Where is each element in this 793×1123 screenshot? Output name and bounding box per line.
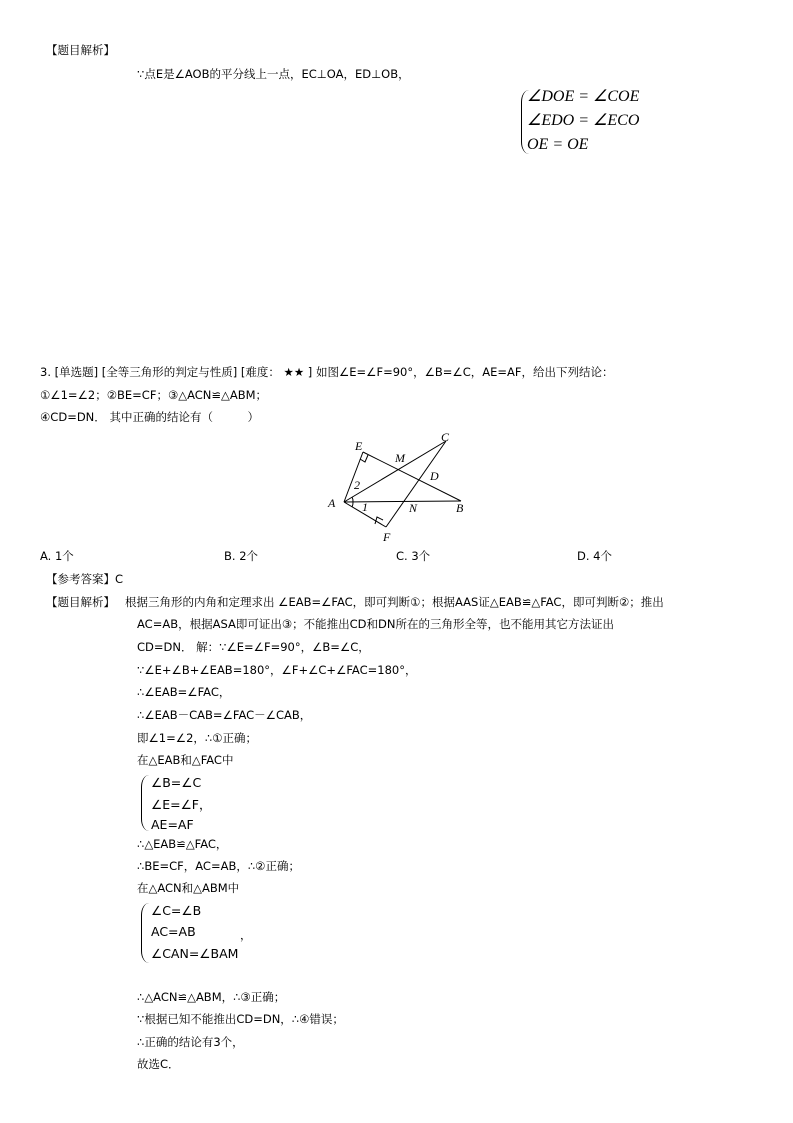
equation-line: OE = OE	[527, 136, 589, 153]
option-d: D. 4个	[577, 549, 612, 563]
analysis-line: AC=AB，根据ASA即可证出③；不能推出CD和DN所在的三角形全等，也不能用其它方法证出	[137, 617, 614, 631]
analysis-heading-1: 【题目解析】	[46, 43, 115, 57]
label-angle-2: 2	[354, 478, 360, 492]
analysis-line: 即∠1=∠2，∴①正确；	[137, 731, 258, 745]
equation-line: ∠EDO = ∠ECO	[527, 112, 640, 129]
analysis-line: ∴△EAB≌△FAC，	[137, 837, 228, 851]
label-N: N	[409, 501, 418, 515]
analysis-line: 在△ACN和△ABM中	[137, 881, 240, 895]
analysis-line: ∴∠EAB－CAB=∠FAC－∠CAB，	[137, 708, 312, 722]
equation-line: ∠DOE = ∠COE	[527, 88, 640, 105]
analysis-text: 根据三角形的内角和定理求出 ∠EAB=∠FAC，即可判断①；根据AAS证△EAB≌△FAC，即可判断②；推出	[125, 595, 664, 609]
reference-answer: 【参考答案】C	[46, 572, 124, 586]
label-F: F	[383, 530, 391, 544]
option-c: C. 3个	[396, 549, 431, 563]
option-a: A. 1个	[40, 549, 74, 563]
question-prompt: ④CD=DN． 其中正确的结论有（ ）	[40, 410, 259, 424]
label-E: E	[355, 439, 363, 453]
analysis-line: ∵根据已知不能推出CD=DN，∴④错误；	[137, 1012, 344, 1026]
brace	[141, 775, 150, 831]
analysis-line: 故选C．	[137, 1057, 180, 1071]
analysis-line: CD=DN． 解：∵∠E=∠F=90°，∠B=∠C，	[137, 640, 370, 654]
analysis-line: ∴∠EAB=∠FAC，	[137, 685, 231, 699]
equation-line: AC=AB	[151, 924, 196, 939]
analysis-line: ∴BE=CF，AC=AB，∴②正确；	[137, 859, 300, 873]
equation-line: ∠CAN=∠BAM	[151, 946, 239, 961]
angle-mark-1	[352, 502, 353, 507]
label-B: B	[456, 501, 464, 515]
equation-line: ∠C=∠B	[151, 903, 202, 918]
analysis-line: ∴△ACN≌△ABM，∴③正确；	[137, 990, 286, 1004]
geometry-figure	[325, 425, 475, 545]
analysis-line: 在△EAB和△FAC中	[137, 753, 234, 767]
analysis-text-1: ∵点E是∠AOB的平分线上一点，EC⊥OA，ED⊥OB，	[137, 67, 410, 81]
angle-mark-2	[352, 497, 353, 502]
equation-line: AE=AF	[151, 817, 194, 832]
label-M: M	[395, 451, 405, 465]
analysis-line: ∵∠E+∠B+∠EAB=180°，∠F+∠C+∠FAC=180°，	[137, 663, 417, 677]
label-A: A	[328, 496, 336, 510]
analysis-line: ∴正确的结论有3个，	[137, 1035, 244, 1049]
question-stem: 3. [单选题] [全等三角形的判定与性质] [难度： ★★ ] 如图∠E=∠F=90°，∠B=∠C，AE=AF，给出下列结论：	[40, 365, 614, 379]
question-conclusions: ①∠1=∠2；②BE=CF；③△ACN≌△ABM；	[40, 388, 268, 402]
option-b: B. 2个	[224, 549, 259, 563]
label-angle-1: 1	[362, 500, 368, 514]
analysis-heading-2: 【题目解析】	[46, 595, 115, 609]
equation-comma: ，	[240, 928, 252, 942]
label-C: C	[441, 430, 450, 444]
equation-line: ∠E=∠F，	[151, 797, 212, 812]
equation-line: ∠B=∠C	[151, 775, 202, 790]
segment-EB	[363, 452, 461, 501]
label-D: D	[430, 469, 439, 483]
brace	[141, 903, 150, 963]
